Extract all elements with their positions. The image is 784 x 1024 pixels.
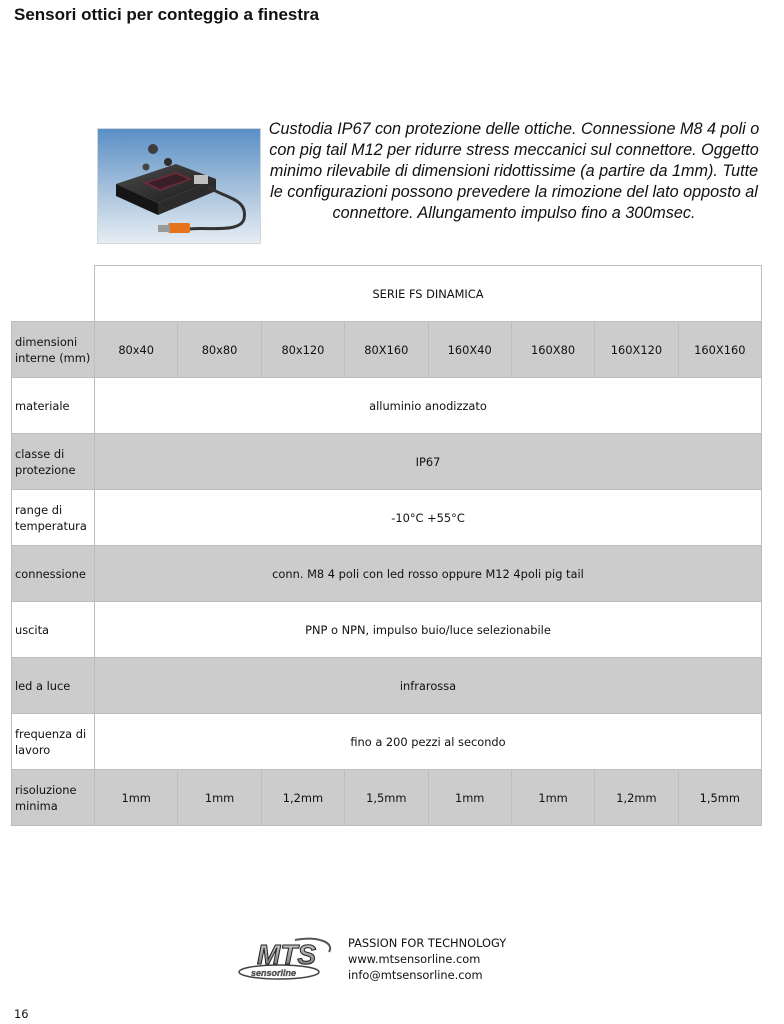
table-row-connection (12, 546, 762, 602)
page-title: Sensori ottici per conteggio a finestra (14, 5, 320, 24)
table-corner-cell (12, 266, 95, 322)
led-value: infrarossa (95, 658, 762, 714)
footer-contact (348, 935, 506, 983)
resolution-value: 1mm (95, 770, 178, 826)
row-label: connessione (12, 546, 95, 602)
footer-website[interactable]: www.mtsensorline.com (348, 952, 481, 966)
product-photo (97, 128, 261, 244)
row-label: frequenza di lavoro (12, 714, 95, 770)
company-logo (237, 934, 337, 982)
table-row-dimensions (12, 322, 762, 378)
resolution-value: 1mm (511, 770, 594, 826)
resolution-value: 1,2mm (595, 770, 678, 826)
dimension-value: 160X40 (428, 322, 511, 378)
dimension-value: 160X80 (511, 322, 594, 378)
resolution-value: 1,5mm (678, 770, 761, 826)
connection-value: conn. M8 4 poli con led rosso oppure M12 4poli pig tail (95, 546, 762, 602)
row-label: uscita (12, 602, 95, 658)
table-row-output (12, 602, 762, 658)
table-row-material (12, 378, 762, 434)
dimension-value: 80x80 (178, 322, 261, 378)
dimension-value: 80x40 (95, 322, 178, 378)
output-value: PNP o NPN, impulso buio/luce selezionabile (95, 602, 762, 658)
row-label: dimensioni interne (mm) (12, 322, 95, 378)
row-label: range di temperatura (12, 490, 95, 546)
page-number: 16 (14, 1007, 29, 1021)
row-label: led a luce (12, 658, 95, 714)
resolution-value: 1,5mm (345, 770, 428, 826)
logo-sub: sensorline (251, 968, 297, 978)
product-description: Custodia IP67 con protezione delle ottiche. Connessione M8 4 poli o con pig tail M12 per ridurre stress meccanici sul connettore. Oggetto minimo rilevabile di dimensioni ridottissime (a partire da 1mm). Tutte le configurazioni possono prevedere la rimozione del lato opposto al connettore. Allungamento impulso fino a 300msec. (268, 120, 760, 222)
table-row-led (12, 658, 762, 714)
temperature-value: -10°C +55°C (95, 490, 762, 546)
dimension-value: 160X160 (678, 322, 761, 378)
row-label: risoluzione minima (12, 770, 95, 826)
sensor-product-image (98, 129, 260, 243)
table-row-series (12, 266, 762, 322)
protection-value: IP67 (95, 434, 762, 490)
dimension-value: 160X120 (595, 322, 678, 378)
resolution-value: 1,2mm (261, 770, 344, 826)
material-value: alluminio anodizzato (95, 378, 762, 434)
footer-email[interactable]: info@mtsensorline.com (348, 968, 483, 982)
resolution-value: 1mm (178, 770, 261, 826)
series-header: SERIE FS DINAMICA (95, 266, 762, 322)
logo-mark: MTS (257, 939, 317, 970)
resolution-value: 1mm (428, 770, 511, 826)
spec-table (11, 265, 762, 826)
table-row-resolution (12, 770, 762, 826)
row-label: classe di protezione (12, 434, 95, 490)
dimension-value: 80x120 (261, 322, 344, 378)
table-row-temperature (12, 490, 762, 546)
footer-tagline: PASSION FOR TECHNOLOGY (348, 936, 507, 950)
row-label: materiale (12, 378, 95, 434)
dimension-value: 80X160 (345, 322, 428, 378)
table-row-frequency (12, 714, 762, 770)
table-row-protection (12, 434, 762, 490)
frequency-value: fino a 200 pezzi al secondo (95, 714, 762, 770)
